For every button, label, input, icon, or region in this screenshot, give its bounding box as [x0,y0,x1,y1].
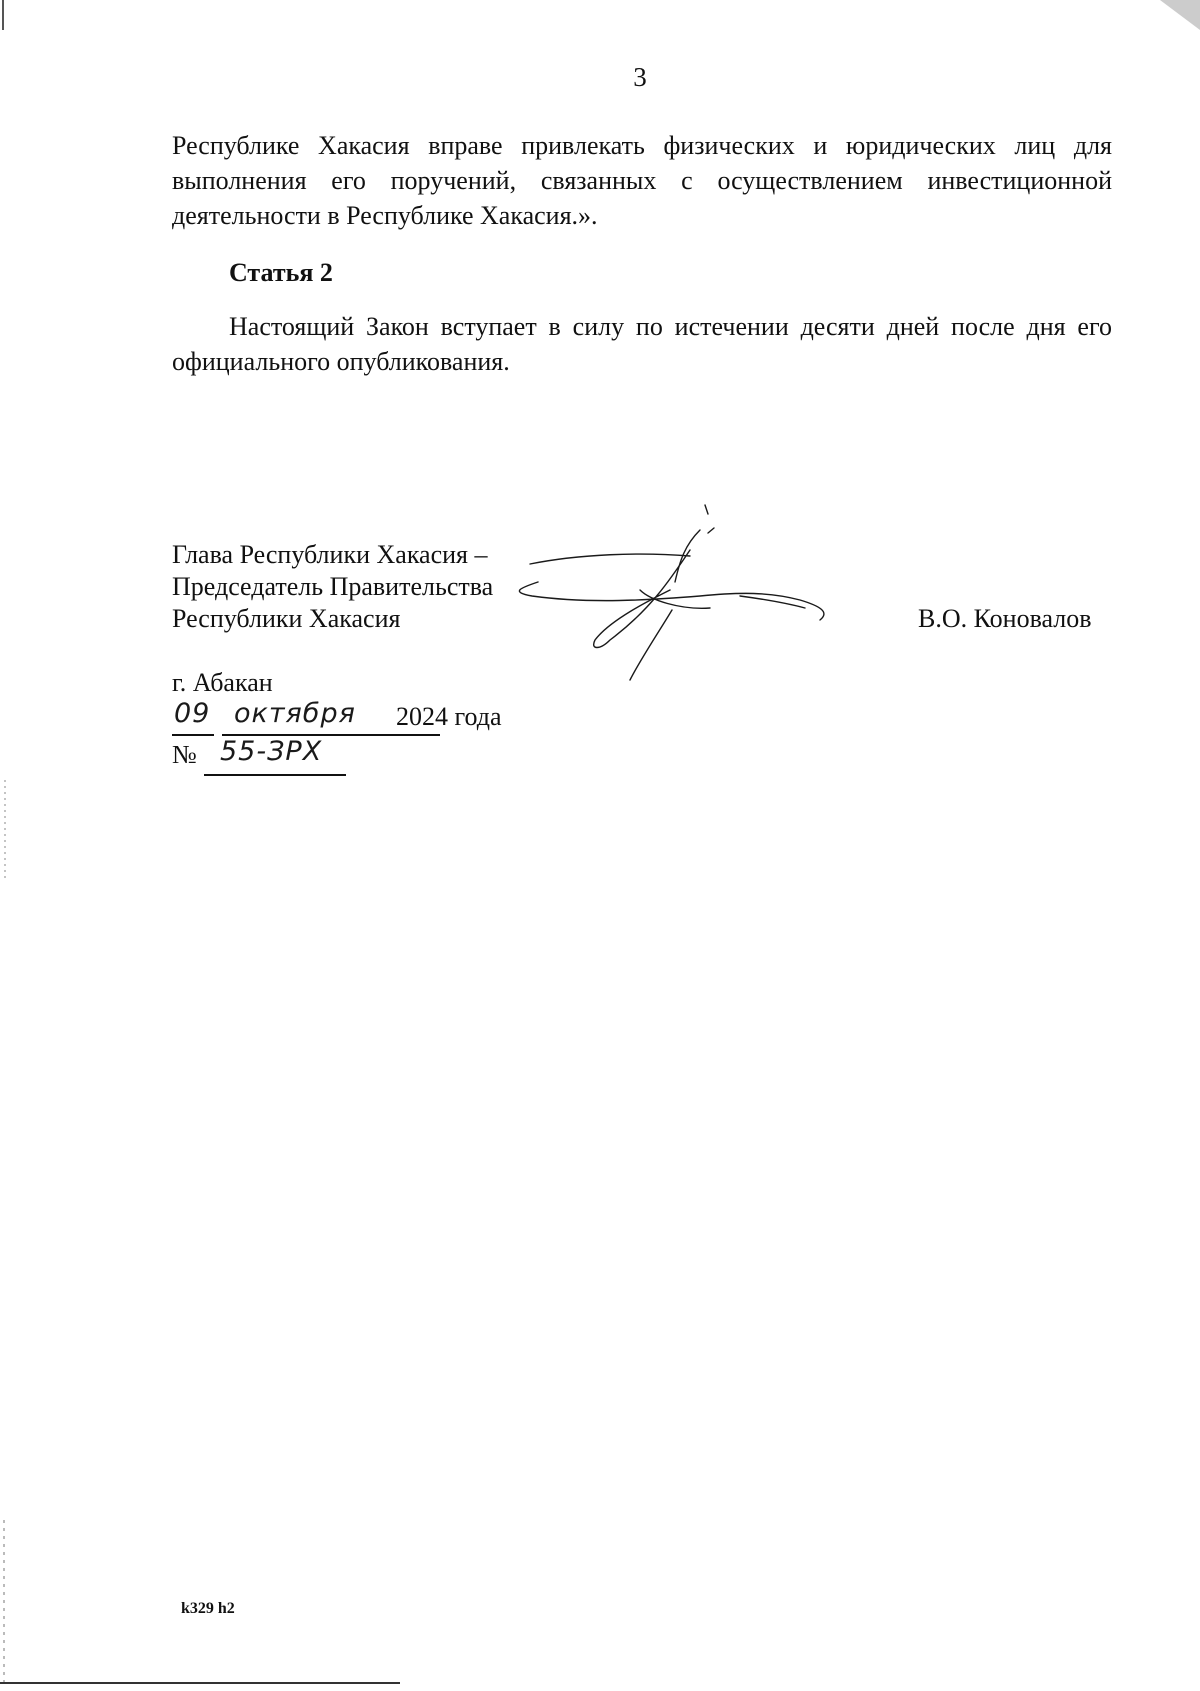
signatory-position [172,539,493,635]
law-number [172,736,472,776]
law-number-handwritten: 55-ЗРХ [220,736,323,767]
handwritten-signature [500,500,860,700]
place-of-signing: г. Абакан [172,668,273,697]
signatory-position-line-3: Республики Хакасия [172,604,401,633]
article-text: Настоящий Закон вступает в силу по истечении десяти дней после дня его официального опубликования. [172,312,1112,376]
page-number: 3 [633,62,647,92]
signatory-name: В.О. Коновалов [918,604,1092,633]
scan-edge-bottom [0,1682,400,1684]
law-number-underline [204,774,346,776]
date-year: 2024 года [396,702,502,731]
signatory-position-line-1: Глава Республики Хакасия – [172,540,488,569]
article-title: Статья 2 [229,258,333,287]
signing-date [172,698,572,738]
paragraph-continuation: Республике Хакасия вправе привлекать физических и юридических лиц для выполнения его поручений, связанных с осуществлением инвестиционной деятельности в Республике Хакасия.». [172,131,1112,230]
date-month-handwritten: октября [234,698,356,729]
date-day-underline [172,734,214,736]
scan-edge-left [0,0,10,1686]
scan-edge-right [1160,0,1200,30]
signatory-position-line-2: Председатель Правительства [172,572,494,601]
footer-code: k329 h2 [181,1600,235,1617]
number-sign: № [172,740,197,769]
date-day-handwritten: 09 [174,698,211,729]
